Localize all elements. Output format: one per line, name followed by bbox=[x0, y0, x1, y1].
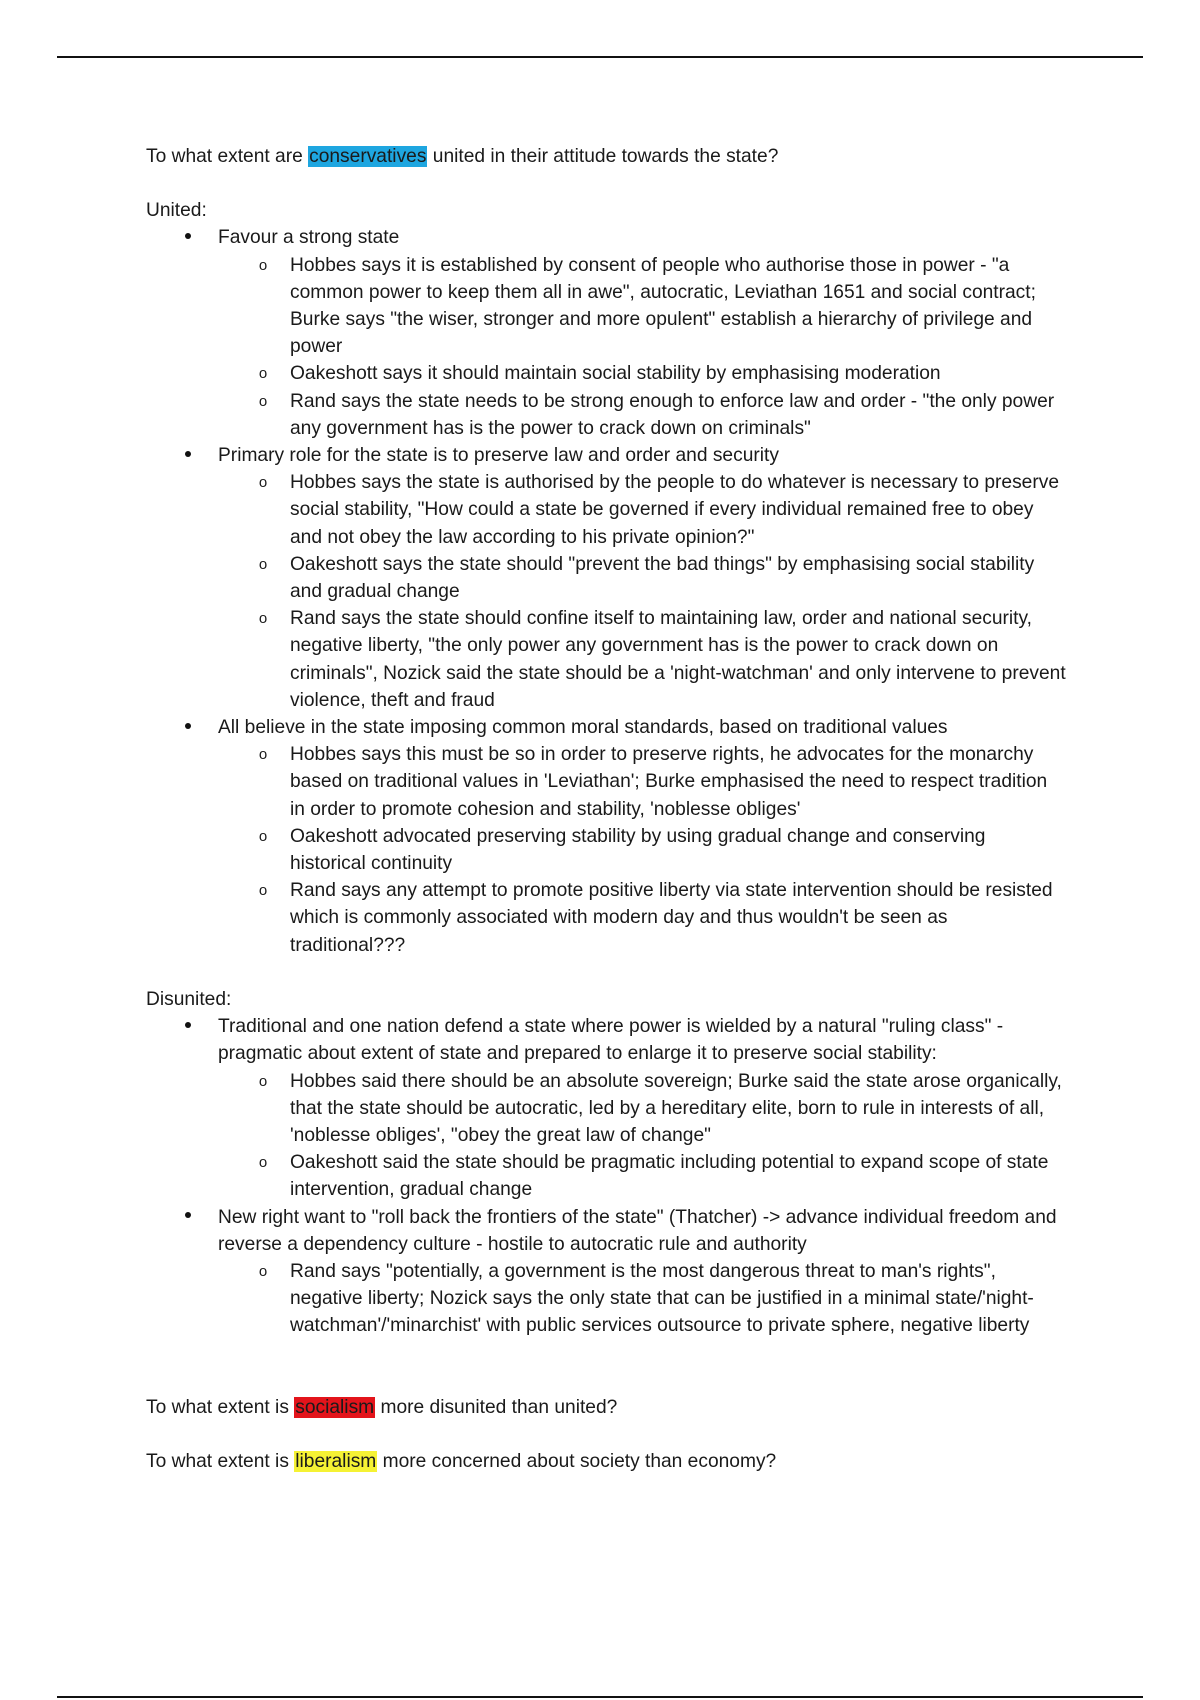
disunited-list bbox=[146, 1013, 1066, 1339]
bullet-text: Primary role for the state is to preserve law and order and security bbox=[218, 445, 779, 467]
question-text: To what extent are bbox=[146, 146, 309, 167]
sub-bullet-list bbox=[258, 469, 1066, 714]
bullet-text: All believe in the state imposing common moral standards, based on traditional values bbox=[218, 717, 948, 739]
sub-bullet-text: Oakeshott said the state should be pragmatic including potential to expand scope of state intervention, gradual change bbox=[290, 1152, 1049, 1201]
sub-bullet-text: Hobbes said there should be an absolute sovereign; Burke said the state arose organically, that the state should be autocratic, led by a hereditary elite, born to rule in interests of all, 'noblesse obliges', "obey the great law of change" bbox=[290, 1070, 1062, 1146]
circle-o-icon: o bbox=[258, 827, 268, 845]
question-socialism bbox=[146, 1394, 1066, 1421]
sub-bullet-text: Oakeshott says it should maintain social stability by emphasising moderation bbox=[290, 363, 941, 385]
sub-bullet-list bbox=[258, 741, 1066, 959]
question-text: more concerned about society than economy? bbox=[377, 1450, 777, 1472]
circle-o-icon: o bbox=[258, 882, 268, 900]
sub-bullet-list bbox=[258, 1258, 1066, 1340]
question-text: To what extent is bbox=[146, 1396, 295, 1418]
circle-o-icon: o bbox=[258, 1154, 268, 1172]
sub-bullet-point bbox=[258, 1258, 1066, 1340]
circle-o-icon: o bbox=[258, 555, 268, 573]
sub-bullet-list bbox=[258, 1068, 1066, 1204]
bullet-dot-icon bbox=[183, 1204, 193, 1231]
sub-bullet-point bbox=[258, 252, 1066, 361]
circle-o-icon: o bbox=[258, 256, 268, 274]
bullet-point bbox=[146, 1204, 1066, 1340]
sub-bullet-point bbox=[258, 1068, 1066, 1150]
sub-bullet-text: Rand says "potentially, a government is the most dangerous threat to man's rights", negative liberty; Nozick says the only state that can be justified in a minimal state/'night-watchman'/'minarchist' with public services outsource to private sphere, negative liberty bbox=[290, 1260, 1034, 1337]
disunited-heading: Disunited: bbox=[146, 988, 232, 1010]
bullet-point bbox=[146, 714, 1066, 959]
bullet-text: New right want to "roll back the frontiers of the state" (Thatcher) -> advance individual freedom and reverse a dependency culture - hostile to autocratic rule and authority bbox=[218, 1206, 1057, 1255]
bullet-dot-icon bbox=[183, 714, 193, 741]
circle-o-icon: o bbox=[258, 610, 268, 628]
sub-bullet-point bbox=[258, 469, 1066, 551]
question-text: united in their attitude towards the state? bbox=[427, 146, 779, 167]
sub-bullet-text: Hobbes says it is established by consent of people who authorise those in power - "a common power to keep them all in awe", autocratic, Leviathan 1651 and social contract; Burke says "the wiser, stronger and more opulent" establish a hierarchy of privilege and power bbox=[290, 254, 1036, 358]
sub-bullet-text: Rand says the state should confine itself to maintaining law, order and national security, negative liberty, "the only power any government has is the power to crack down on criminals", Nozick said the state should be a 'night-watchman' and only intervene to prevent violence, theft and fraud bbox=[290, 608, 1066, 711]
sub-bullet-text: Hobbes says the state is authorised by the people to do whatever is necessary to preserve social stability, "How could a state be governed if every individual remained free to obey and not obey the law according to his private opinion?" bbox=[290, 472, 1059, 548]
sub-bullet-point bbox=[258, 605, 1066, 714]
sub-bullet-point bbox=[258, 1149, 1066, 1203]
bullet-point bbox=[146, 1013, 1066, 1203]
question-liberalism bbox=[146, 1448, 1066, 1475]
sub-bullet-point bbox=[258, 388, 1066, 442]
sub-bullet-text: Rand says any attempt to promote positive liberty via state intervention should be resisted which is commonly associated with modern day and thus wouldn't be seen as traditional??? bbox=[290, 880, 1053, 956]
sub-bullet-text: Oakeshott says the state should "prevent the bad things" by emphasising social stability and gradual change bbox=[290, 553, 1035, 603]
bullet-dot-icon bbox=[183, 442, 193, 469]
bullet-text: Favour a strong state bbox=[218, 227, 400, 249]
header-rule bbox=[57, 56, 1143, 58]
sub-bullet-text: Rand says the state needs to be strong enough to enforce law and order - "the only power any government has is the power to crack down on criminals" bbox=[290, 390, 1055, 439]
sub-bullet-text: Oakeshott advocated preserving stability by using gradual change and conserving historical continuity bbox=[290, 825, 986, 875]
bullet-text: Traditional and one nation defend a state where power is wielded by a natural "ruling class" - pragmatic about extent of state and prepared to enlarge it to preserve social stability: bbox=[218, 1016, 1004, 1065]
sub-bullet-point bbox=[258, 877, 1066, 959]
bullet-point bbox=[146, 224, 1066, 442]
circle-o-icon: o bbox=[258, 365, 268, 383]
highlight-conservatives: conservatives bbox=[309, 146, 427, 167]
circle-o-icon: o bbox=[258, 392, 268, 410]
sub-bullet-text: Hobbes says this must be so in order to preserve rights, he advocates for the monarchy based on traditional values in 'Leviathan'; Burke emphasised the need to respect tradition in order to promote cohesion and stability, 'noblesse obliges' bbox=[290, 744, 1048, 820]
highlight-liberalism: liberalism bbox=[295, 1450, 377, 1472]
sub-bullet-point bbox=[258, 551, 1066, 605]
circle-o-icon: o bbox=[258, 1262, 268, 1280]
sub-bullet-point bbox=[258, 823, 1066, 877]
document-body bbox=[146, 143, 1066, 1475]
circle-o-icon: o bbox=[258, 1072, 268, 1090]
circle-o-icon: o bbox=[258, 474, 268, 492]
question-text: more disunited than united? bbox=[375, 1396, 618, 1418]
united-list bbox=[146, 224, 1066, 958]
sub-bullet-point bbox=[258, 741, 1066, 823]
united-heading: United: bbox=[146, 200, 207, 222]
sub-bullet-list bbox=[258, 252, 1066, 442]
highlight-socialism: socialism bbox=[295, 1396, 375, 1418]
bullet-dot-icon bbox=[183, 1013, 193, 1040]
question-text: To what extent is bbox=[146, 1450, 295, 1472]
bullet-point bbox=[146, 442, 1066, 714]
question-conservatism bbox=[146, 143, 1066, 170]
sub-bullet-point bbox=[258, 360, 1066, 387]
circle-o-icon: o bbox=[258, 746, 268, 764]
footer-rule bbox=[57, 1696, 1143, 1698]
bullet-dot-icon bbox=[183, 224, 193, 251]
